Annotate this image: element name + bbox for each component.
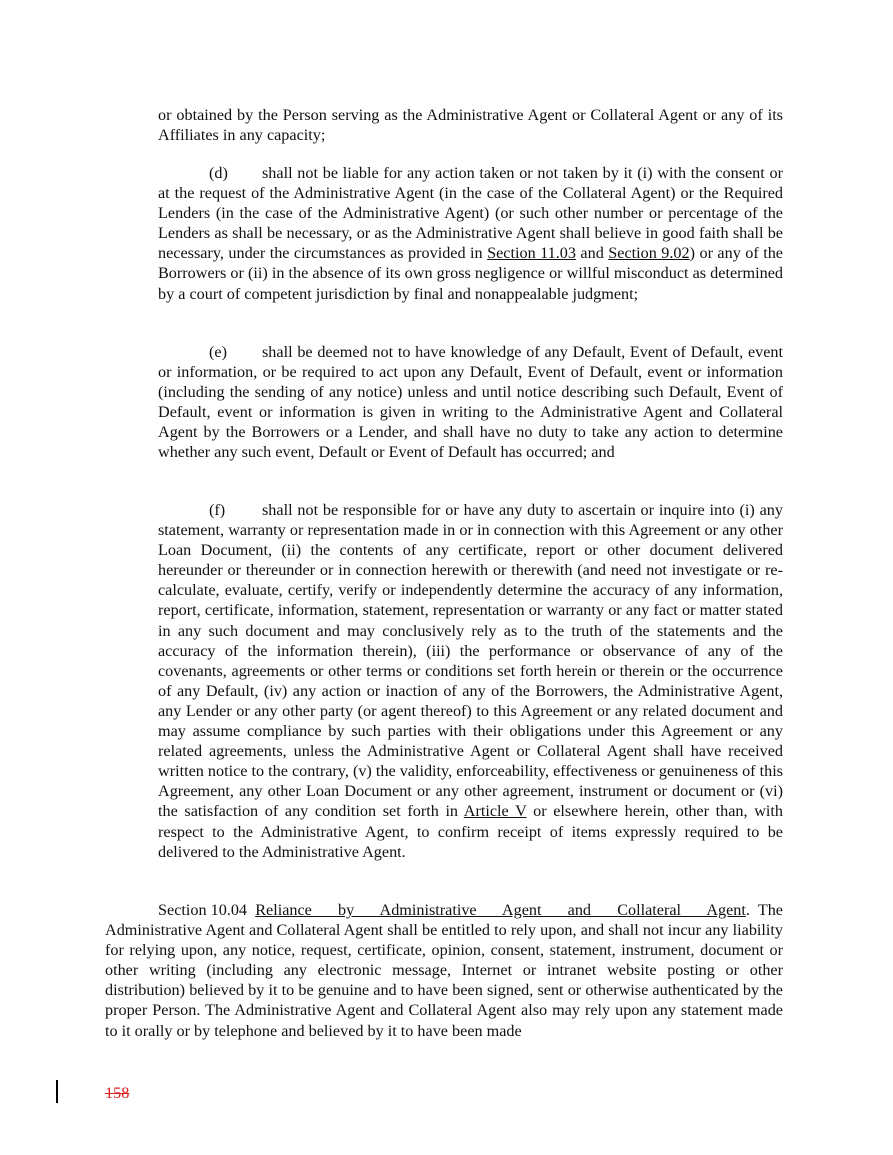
section-10-04-paragraph bbox=[105, 900, 783, 1041]
section-10-04-heading: Reliance by Administrative Agent and Collateral Agent bbox=[255, 901, 746, 919]
clause-f-paragraph bbox=[158, 500, 783, 862]
continuation-paragraph bbox=[158, 105, 783, 145]
section-10-04-number: Section 10.04 bbox=[158, 901, 248, 919]
clause-d-label: (d) bbox=[209, 164, 228, 182]
clause-f-text-part2: or elsewhere herein, other than, with respect to the Administrative Agent, to confirm receipt of items expressly required to be delivered to the Administrative Agent. bbox=[158, 802, 783, 861]
clause-d-paragraph bbox=[158, 163, 783, 304]
clause-f-text-part1: shall not be responsible for or have any duty to ascertain or inquire into (i) any statement, warranty or representation made in or in connection with this Agreement or any other Loan Document, (ii) the contents of any certificate, report or other document delivered hereunder or thereunder or in connection herewith or therewith (and need not investigate or re-calculate, evaluate, certify, verify or independently determine the accuracy of any information, report, certificate, information, statement, representation or warranty or any fact or matter stated in any such document and may conclusively rely as to the truth of the statements and the accuracy of the information therein), (iii) the performance or observance of any of the covenants, agreements or other terms or conditions set forth herein or therein or the occurrence of any Default, (iv) any action or inaction of any of the Borrowers, the Administrative Agent, any Lender or any other party (or agent thereof) to this Agreement or any related document and may assume compliance by such parties with their obligations under this Agreement or any related agreements, unless the Administrative Agent or Collateral Agent shall have received written notice to the contrary, (v) the validity, enforceability, effectiveness or genuineness of this Agreement, any other Loan Document or any other agreement, instrument or document or (vi) the satisfaction of any condition set forth in bbox=[158, 501, 783, 821]
section-11-03-reference: Section 11.03 bbox=[487, 244, 576, 263]
section-9-02-reference: Section 9.02 bbox=[608, 244, 690, 263]
article-v-reference: Article V bbox=[463, 802, 527, 821]
revision-change-bar bbox=[56, 1080, 58, 1103]
continuation-text: or obtained by the Person serving as the Administrative Agent or Collateral Agent or any of its Affiliates in any capacity; bbox=[158, 106, 783, 145]
clause-e-label: (e) bbox=[209, 343, 227, 361]
clause-f-label: (f) bbox=[209, 501, 226, 519]
clause-e-paragraph bbox=[158, 342, 783, 463]
clause-d-text-part1: shall not be liable for any action taken or not taken by it (i) with the consent or at the request of the Administrative Agent (in the case of the Collateral Agent) or the Required Lenders (in the case of the Administrative Agent) (or such other number or percentage of the Lenders as shall be necessary, or as the Administrative Agent shall believe in good faith shall be necessary, under the circumstances as provided in bbox=[158, 164, 783, 263]
clause-d-text-part2: and bbox=[575, 244, 609, 263]
section-10-04-body: . The Administrative Agent and Collateral Agent shall be entitled to rely upon, and shall not incur any liability for relying upon, any notice, request, certificate, opinion, consent, statement, instrument, document or other writing (including any electronic message, Internet or intranet website posting or other distribution) believed by it to be genuine and to have been signed, sent or otherwise authenticated by the proper Person. The Administrative Agent and Collateral Agent also may rely upon any statement made to it orally or by telephone and believed by it to have been made bbox=[105, 901, 783, 1040]
clause-e-text: shall be deemed not to have knowledge of any Default, Event of Default, event or information, or be required to act upon any Default, Event of Default, event or information (including the sending of any notice) unless and until notice describing such Default, Event of Default, event or information is given in writing to the Administrative Agent and Collateral Agent by the Borrowers or a Lender, and shall have no duty to take any action to determine whether any such event, Default or Event of Default has occurred; and bbox=[158, 343, 783, 462]
page-number: 158 bbox=[105, 1084, 130, 1102]
clause-d-text-part3: ) or any of the Borrowers or (ii) in the absence of its own gross negligence or willful misconduct as determined by a court of competent jurisdiction by final and nonappealable judgment; bbox=[158, 244, 783, 303]
